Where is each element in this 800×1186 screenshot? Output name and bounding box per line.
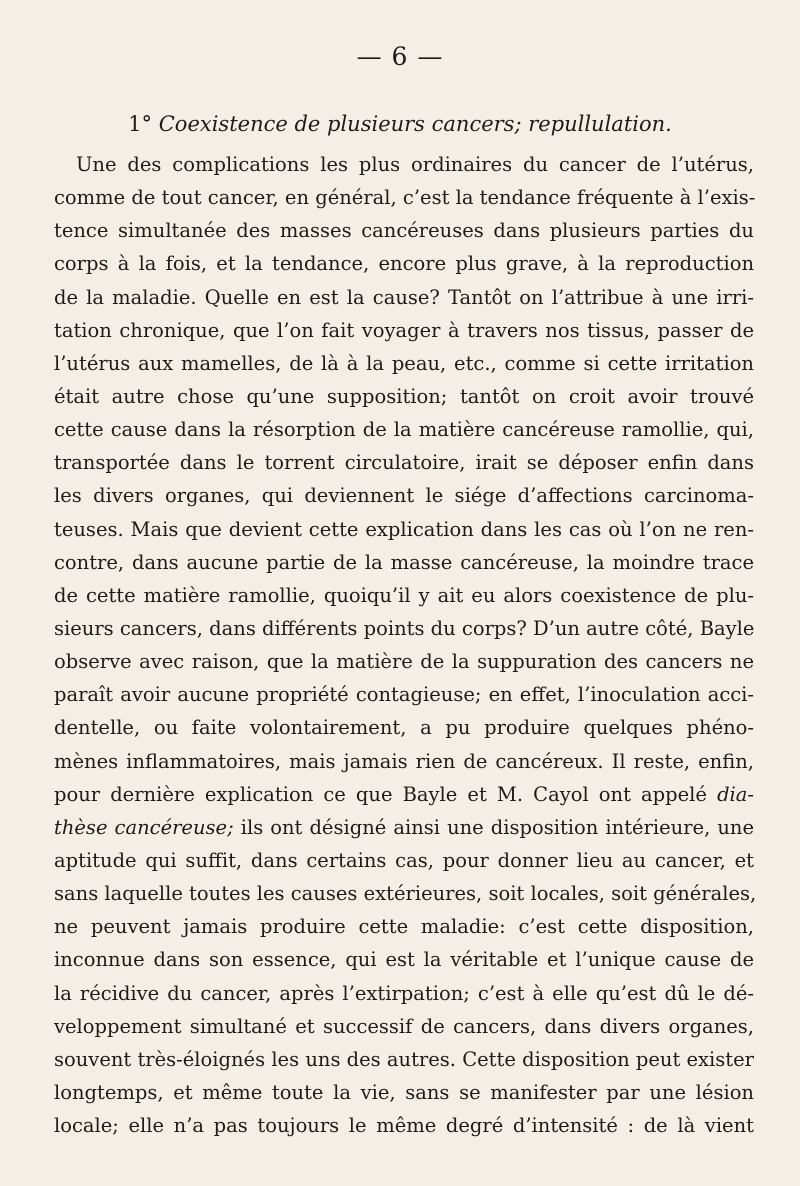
- text-line: aptitude qui suffit, dans certains cas, pour donner lieu au cancer, et: [54, 848, 754, 872]
- text-line-mixed: [54, 778, 754, 811]
- text-segment: ils ont désigné ainsi une disposition intérieure, une: [240, 815, 754, 839]
- section-title: Coexistence de plusieurs cancers; repullulation.: [158, 112, 672, 136]
- text-line-mixed: [54, 811, 754, 844]
- text-line: paraît avoir aucune propriété contagieuse; en effet, l’inoculation acci-: [54, 683, 754, 707]
- text-line: de la maladie. Quelle en est la cause? Tantôt on l’attribue à une irri-: [54, 285, 754, 309]
- text-line: mènes inflammatoires, mais jamais rien de cancéreux. Il reste, enfin,: [54, 749, 754, 773]
- text-segment: pour dernière explication ce que Bayle et M. Cayol ont appelé: [54, 782, 707, 806]
- text-line: corps à la fois, et la tendance, encore plus grave, à la reproduction: [54, 252, 754, 276]
- text-line: la récidive du cancer, après l’extirpation; c’est à elle qu’est dû le dé-: [54, 981, 754, 1005]
- text-line: longtemps, et même toute la vie, sans se manifester par une lésion: [54, 1080, 754, 1104]
- page-number: — 6 —: [356, 42, 444, 71]
- text-line: sans laquelle toutes les causes extérieures, soit locales, soit générales,: [54, 882, 757, 906]
- text-line: tence simultanée des masses cancéreuses dans plusieurs parties du: [54, 219, 754, 243]
- section-number: 1°: [128, 112, 153, 136]
- italic-term: thèse cancéreuse;: [54, 815, 234, 839]
- italic-term: dia-: [717, 782, 754, 806]
- text-line: tation chronique, que l’on fait voyager à travers nos tissus, passer de: [54, 318, 754, 342]
- section-heading: [0, 112, 800, 136]
- text-line: les divers organes, qui deviennent le siége d’affections carcinoma-: [54, 484, 754, 508]
- text-line: cette cause dans la résorption de la matière cancéreuse ramollie, qui,: [54, 418, 754, 442]
- text-line: dentelle, ou faite volontairement, a pu produire quelques phéno-: [54, 716, 754, 740]
- text-line: était autre chose qu’une supposition; tantôt on croit avoir trouvé: [54, 384, 754, 408]
- text-line: transportée dans le torrent circulatoire, irait se déposer enfin dans: [54, 451, 754, 475]
- text-line: sieurs cancers, dans différents points du corps? D’un autre côté, Bayle: [54, 616, 755, 640]
- text-line: teuses. Mais que devient cette explication dans les cas où l’on ne ren-: [54, 517, 754, 541]
- text-line: souvent très-éloignés les uns des autres. Cette disposition peut exister: [54, 1047, 754, 1071]
- text-line: observe avec raison, que la matière de la suppuration des cancers ne: [54, 650, 754, 674]
- text-line: l’utérus aux mamelles, de là à la peau, etc., comme si cette irritation: [54, 351, 754, 375]
- text-line: contre, dans aucune partie de la masse cancéreuse, la moindre trace: [54, 550, 754, 574]
- text-line: Une des complications les plus ordinaires du cancer de l’utérus,: [76, 153, 754, 176]
- body-paragraph: [54, 148, 757, 1142]
- text-line: locale; elle n’a pas toujours le même degré d’intensité : de là vient: [54, 1114, 754, 1138]
- text-line: veloppement simultané et successif de cancers, dans divers organes,: [54, 1014, 754, 1038]
- text-line: comme de tout cancer, en général, c’est la tendance fréquente à l’exis-: [54, 186, 756, 210]
- text-line: ne peuvent jamais produire cette maladie: c’est cette disposition,: [54, 915, 754, 939]
- text-line: de cette matière ramollie, quoiqu’il y ait eu alors coexistence de plu-: [54, 583, 754, 607]
- text-line: inconnue dans son essence, qui est la véritable et l’unique cause de: [54, 948, 754, 972]
